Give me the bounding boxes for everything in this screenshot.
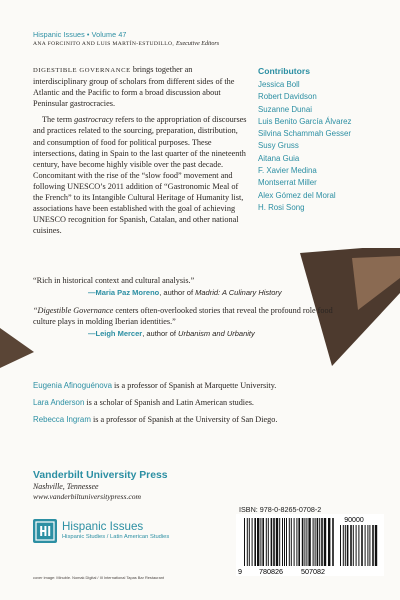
isbn-label: ISBN: 978-0-8265-0708-2 <box>239 505 322 514</box>
barcode-bar <box>367 525 368 566</box>
description-paragraph-2 <box>33 114 248 236</box>
contributors-list <box>258 66 386 214</box>
barcode-bar <box>286 518 287 566</box>
contributor-name: Montserrat Miller <box>258 178 317 188</box>
endorser-name: —Leigh Mercer <box>88 329 143 338</box>
contributor-name: Susy Gruss <box>258 141 299 151</box>
term-gastrocracy: gastrocracy <box>74 115 114 125</box>
barcode-bar <box>276 518 278 566</box>
barcode-bar <box>244 518 245 566</box>
barcode-bar <box>304 518 305 566</box>
barcode-bar <box>266 518 267 566</box>
contributor-name: Luis Benito García Álvarez <box>258 116 352 126</box>
bio-ingram <box>33 414 323 425</box>
publisher-block <box>33 470 168 501</box>
series-logo-subtitle: Hispanic Studies / Latin American Studies <box>62 534 170 540</box>
barcode-bar <box>294 518 295 566</box>
bio-text: is a professor of Spanish at the University of San Diego. <box>90 415 278 425</box>
barcode-right-digits: 507082 <box>301 567 325 576</box>
barcode-bar <box>350 525 352 566</box>
bio-name: Rebecca Ingram <box>33 415 91 425</box>
barcode-bar <box>306 518 307 566</box>
contributors-names <box>258 79 386 214</box>
bio-afinoguenova <box>33 380 323 391</box>
barcode-bar <box>249 518 250 566</box>
publisher-city: Nashville, Tennessee <box>33 482 99 491</box>
contributor-name: Jessica Boll <box>258 80 300 89</box>
endorser-role: , author of <box>159 288 196 297</box>
barcode-bar <box>260 518 261 566</box>
contributor-name: Alex Gómez del Moral <box>258 190 336 200</box>
barcode-bar <box>284 518 285 566</box>
executive-editors <box>33 41 219 47</box>
barcode-bar <box>324 518 326 566</box>
publisher-name: Vanderbilt University Press <box>33 470 168 481</box>
barcode-bar <box>247 518 248 566</box>
barcode-bar <box>365 525 366 566</box>
barcode-bar <box>268 518 269 566</box>
barcode-bar <box>340 525 341 566</box>
barcode-bar <box>358 525 359 566</box>
barcode-bar <box>279 518 280 566</box>
barcode-bar <box>369 525 370 566</box>
barcode-bar <box>343 525 344 566</box>
description-text: The term <box>42 115 75 125</box>
barcode-bar <box>347 525 349 566</box>
bio-name: Lara Anderson <box>33 398 85 408</box>
barcode-bar <box>353 525 354 566</box>
endorsement-quote <box>33 305 333 339</box>
quote-text: “Rich in historical context and cultural analysis.” <box>33 276 195 285</box>
barcode-bar <box>273 518 275 566</box>
barcode-bar <box>361 525 363 566</box>
barcode-bar <box>282 518 283 566</box>
barcode-bar <box>332 518 334 566</box>
barcode-bar <box>319 518 320 566</box>
quote-attribution <box>33 287 333 298</box>
barcode-bar <box>372 525 374 566</box>
quote-body: centers often-overlooked stories that reveal the profound role food culture plays in molding Iberian identities.” <box>33 306 333 326</box>
book-description <box>33 64 248 241</box>
description-paragraph-1 <box>33 64 248 109</box>
barcode-addon-digits: 90000 <box>344 517 364 524</box>
barcode-bar <box>328 518 330 566</box>
photo-fragment-left <box>0 328 34 368</box>
hispanic-issues-logo-icon <box>33 519 57 543</box>
contributor-name: Aitana Guia <box>258 153 300 163</box>
quote-attribution <box>33 328 333 339</box>
barcode-bar <box>271 518 273 566</box>
contributor-name: Silvina Schammah Gesser <box>258 129 351 139</box>
cover-image-credit: cover image: Minuble. Nomak Digital / III International Tapas Bar Restaurant <box>33 575 164 580</box>
contributor-name: Robert Davidson <box>258 92 317 102</box>
endorser-work: Urbanism and Urbanity <box>178 329 255 338</box>
barcode-bar <box>262 518 264 566</box>
endorser-role: , author of <box>142 329 179 338</box>
barcode-bar <box>252 518 253 566</box>
barcode-left-digits: 780826 <box>259 567 283 576</box>
editor-bios <box>33 380 323 432</box>
description-text: refers to the appropriation of discourses and practices related to the sourcing, preparation, distribution, and consumption of food for political purposes. These intersections, dating in Spain to the last quarter of the nineteenth century, have become highly visible over the past decade. Concomitant with the rise of the “slow food” movement and following UNESCO’s 2011 addition of “Gastronomic Meal of the French” to its Intangible Cultural Heritage of Humanity list, associations have been established with the goal of achieving UNESCO recognition for Spanish, Catalan, and other national cuisines. <box>33 115 247 236</box>
quote-book-title: “Digestible Governance <box>33 306 114 315</box>
bio-name: Eugenia Afinoguénova <box>33 381 112 390</box>
barcode-bar <box>317 518 319 566</box>
barcode-bar <box>291 518 292 566</box>
barcode-bar <box>345 525 346 566</box>
endorsements <box>33 275 333 339</box>
isbn-barcode <box>236 514 384 576</box>
barcode-bar <box>356 525 357 566</box>
barcode-bar <box>257 518 259 566</box>
endorsement-quote <box>33 275 333 298</box>
description-text: brings together an interdisciplinary group of scholars from different sides of the Atlantic and the Pacific to form a broad discussion about Peninsular gastrocracies. <box>33 65 235 109</box>
quote-text <box>33 306 333 326</box>
series-line: Hispanic Issues • Volume 47 <box>33 30 127 39</box>
contributors-heading: Contributors <box>258 66 311 76</box>
book-title-smallcaps: DIGESTIBLE GOVERNANCE <box>33 67 131 74</box>
bio-text: is a professor of Spanish at Marquette University. <box>111 381 277 390</box>
editor-names: ANA FORCINITO AND LUIS MARTÍN-ESTUDILLO, <box>33 41 175 47</box>
barcode-lead-digit: 9 <box>238 567 242 576</box>
bio-text: is a scholar of Spanish and Latin American studies. <box>84 398 254 408</box>
barcode-bar <box>315 518 316 566</box>
publisher-url: www.vanderbiltuniversitypress.com <box>33 492 141 501</box>
endorser-work: Madrid: A Culinary History <box>195 288 282 297</box>
series-logo-title: Hispanic Issues <box>62 520 144 533</box>
barcode-bar <box>321 518 323 566</box>
endorser-name: —Maria Paz Moreno <box>88 288 160 297</box>
bio-anderson <box>33 397 323 408</box>
barcode-bar <box>254 518 256 566</box>
barcode-bar <box>289 518 290 566</box>
editor-role: Executive Editors <box>176 41 220 47</box>
barcode-bar <box>308 518 310 566</box>
series-logo-text <box>62 520 169 540</box>
barcode-bar <box>313 518 314 566</box>
barcode-bar <box>298 518 300 566</box>
contributor-name: H. Rosi Song <box>258 202 305 212</box>
contributor-name: Suzanne Dunai <box>258 104 312 114</box>
barcode-bar <box>296 518 297 566</box>
barcode-bar <box>375 525 377 566</box>
contributor-name: F. Xavier Medina <box>258 166 317 176</box>
logo-mark <box>33 519 57 543</box>
barcode-bar <box>302 518 304 566</box>
